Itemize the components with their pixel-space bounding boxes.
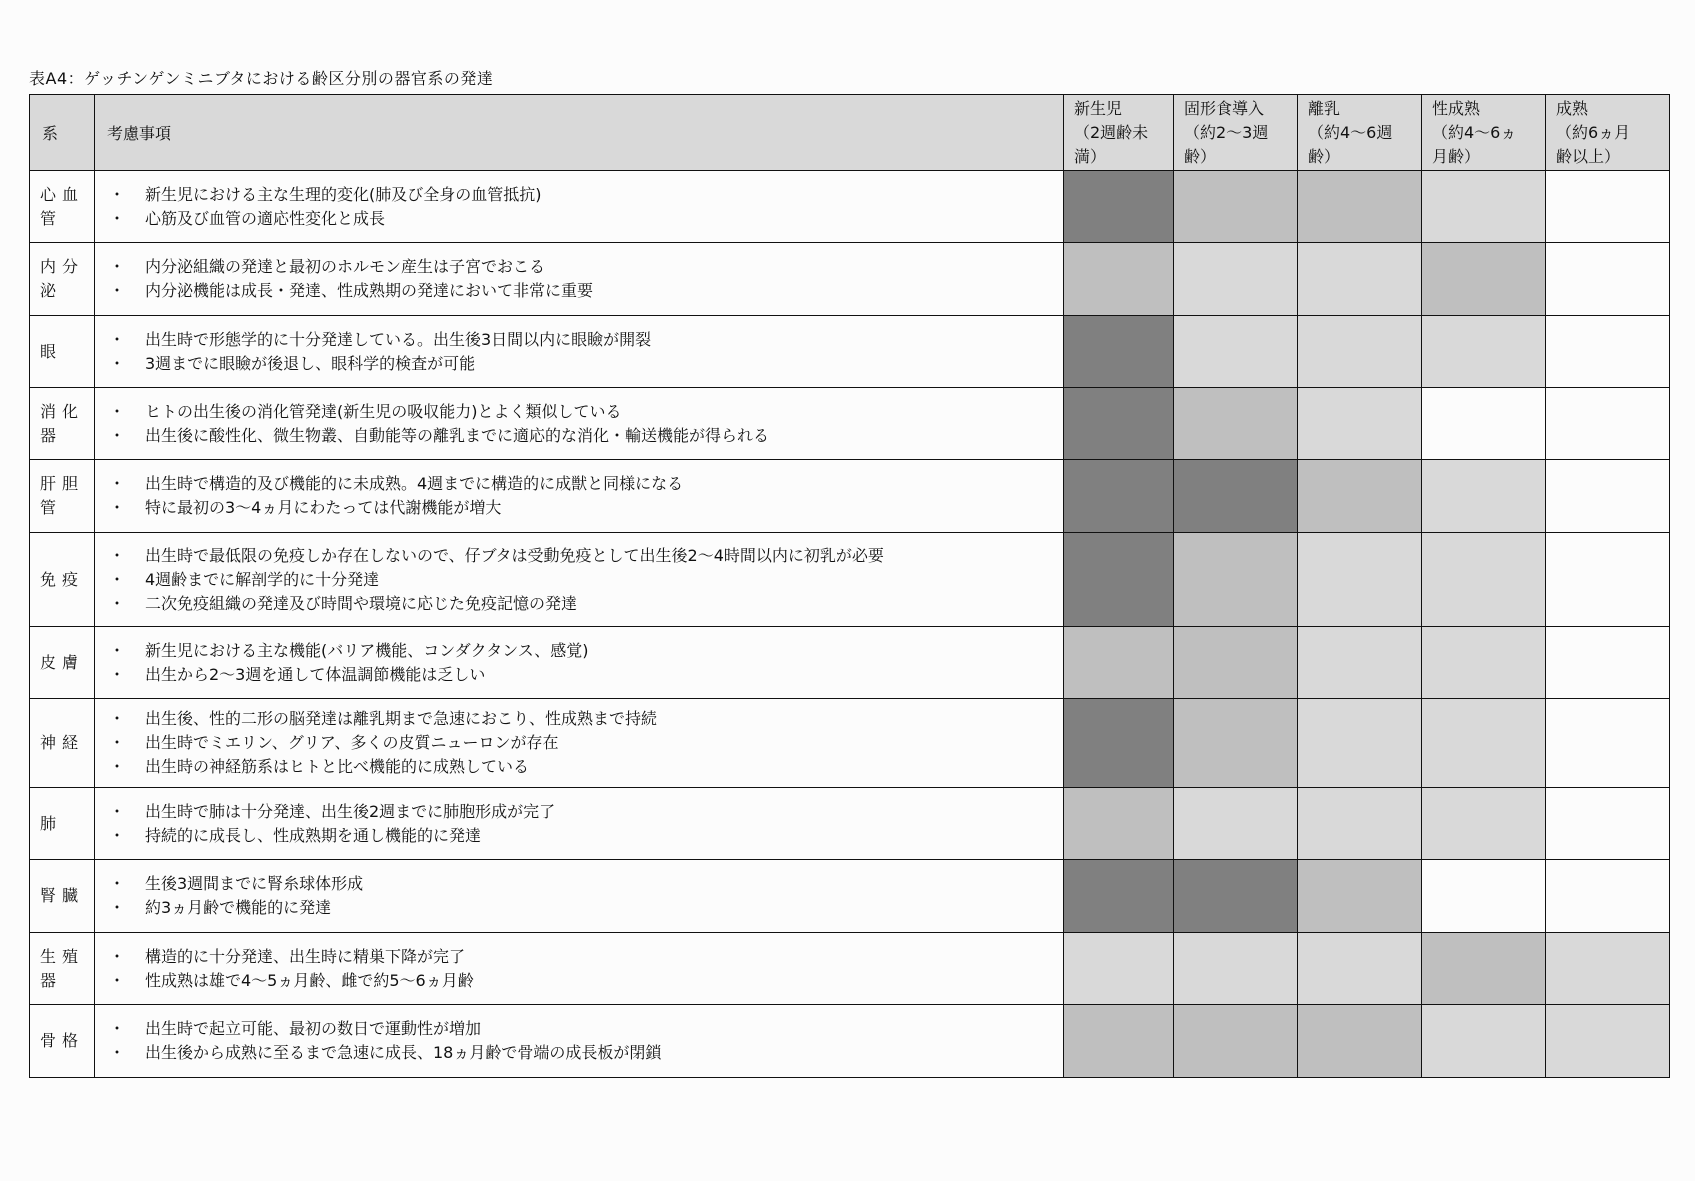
consideration-item <box>109 639 1055 663</box>
header-line: （2週齢未 <box>1074 123 1149 142</box>
bullet-icon: ・ <box>109 1043 126 1062</box>
considerations-cell <box>95 788 1064 860</box>
header-line: 齢以上） <box>1556 147 1621 166</box>
system-cell: 肺 <box>30 788 95 860</box>
header-age-sexual-maturity <box>1422 95 1546 171</box>
consideration-item <box>109 800 1055 824</box>
header-line: 月齢） <box>1432 147 1481 166</box>
table-row <box>30 860 1670 933</box>
development-shade-cell <box>1422 1005 1546 1078</box>
table-body <box>30 171 1670 1078</box>
table-row <box>30 171 1670 243</box>
bullet-icon: ・ <box>109 208 126 228</box>
development-shade-cell <box>1174 933 1298 1005</box>
bullet-icon: ・ <box>109 545 126 565</box>
considerations-cell <box>95 627 1064 699</box>
bullet-icon: ・ <box>109 257 126 276</box>
development-shade-cell <box>1174 788 1298 860</box>
bullet-icon: ・ <box>109 757 126 776</box>
consideration-item <box>109 352 1055 376</box>
system-cell: 肝胆管 <box>30 460 95 533</box>
header-line: （約6ヵ月 <box>1556 123 1631 142</box>
development-shade-cell <box>1422 533 1546 627</box>
bullet-icon: ・ <box>109 1019 126 1038</box>
bullet-icon: ・ <box>109 474 126 493</box>
consideration-item <box>109 945 1055 969</box>
development-shade-cell <box>1546 388 1670 460</box>
consideration-text: 新生児における主な生理的変化(肺及び全身の血管抵抗) <box>145 184 542 204</box>
development-shade-cell <box>1064 699 1174 788</box>
consideration-text: 3週までに眼瞼が後退し、眼科学的検査が可能 <box>145 353 476 373</box>
table-row <box>30 1005 1670 1078</box>
consideration-text: 内分泌組織の発達と最初のホルモン産生は子宮でおこる <box>145 257 546 276</box>
system-cell: 心血管 <box>30 171 95 243</box>
consideration-text: 出生から2～3週を通して体温調節機能は乏しい <box>145 664 486 684</box>
development-shade-cell <box>1422 627 1546 699</box>
table-row <box>30 460 1670 533</box>
development-shade-cell <box>1174 860 1298 933</box>
consideration-item <box>109 472 1055 496</box>
table-row <box>30 533 1670 627</box>
development-shade-cell <box>1298 243 1422 316</box>
header-line: 成熟 <box>1556 99 1589 118</box>
consideration-item <box>109 496 1055 520</box>
bullet-icon: ・ <box>109 329 126 349</box>
development-shade-cell <box>1064 171 1174 243</box>
bullet-icon: ・ <box>109 401 126 421</box>
development-shade-cell <box>1546 933 1670 1005</box>
development-shade-cell <box>1298 860 1422 933</box>
table-row <box>30 243 1670 316</box>
consideration-text: ヒトの出生後の消化管発達(新生児の吸収能力)とよく類似している <box>145 401 622 421</box>
header-line: 新生児 <box>1074 99 1123 118</box>
bullet-icon: ・ <box>109 640 126 660</box>
development-shade-cell <box>1546 533 1670 627</box>
development-shade-cell <box>1422 388 1546 460</box>
development-shade-cell <box>1546 171 1670 243</box>
consideration-item <box>109 1041 1055 1065</box>
consideration-text: 出生時で起立可能、最初の数日で運動性が増加 <box>145 1019 482 1038</box>
consideration-text: 出生後、性的二形の脳発達は離乳期まで急速におこり、性成熟まで持続 <box>145 709 658 728</box>
development-shade-cell <box>1422 171 1546 243</box>
consideration-text: 出生後に酸性化、微生物叢、自動能等の離乳までに適応的な消化・輸送機能が得られる <box>145 425 770 445</box>
development-shade-cell <box>1174 171 1298 243</box>
considerations-cell <box>95 171 1064 243</box>
system-cell: 骨格 <box>30 1005 95 1078</box>
bullet-icon: ・ <box>109 874 126 893</box>
bullet-icon: ・ <box>109 569 126 589</box>
consideration-text: 特に最初の3～4ヵ月にわたっては代謝機能が増大 <box>145 498 502 517</box>
development-shade-cell <box>1546 788 1670 860</box>
considerations-cell <box>95 316 1064 388</box>
consideration-text: 持続的に成長し、性成熟期を通し機能的に発達 <box>145 825 482 845</box>
consideration-item <box>109 183 1055 207</box>
consideration-text: 出生時の神経筋系はヒトと比べ機能的に成熟している <box>145 757 530 776</box>
system-cell: 皮膚 <box>30 627 95 699</box>
consideration-text: 内分泌機能は成長・発達、性成熟期の発達において非常に重要 <box>145 281 594 300</box>
consideration-text: 心筋及び血管の適応性変化と成長 <box>145 208 386 228</box>
header-age-mature <box>1546 95 1670 171</box>
consideration-text: 約3ヵ月齢で機能的に発達 <box>145 898 332 917</box>
development-shade-cell <box>1064 243 1174 316</box>
development-shade-cell <box>1546 860 1670 933</box>
consideration-item <box>109 255 1055 279</box>
header-line: 齢） <box>1184 147 1217 166</box>
consideration-text: 生後3週間までに腎糸球体形成 <box>145 874 364 893</box>
bullet-icon: ・ <box>109 425 126 445</box>
development-shade-cell <box>1546 699 1670 788</box>
consideration-text: 出生時で構造的及び機能的に未成熟。4週までに構造的に成獣と同様になる <box>145 474 684 493</box>
table-row <box>30 933 1670 1005</box>
considerations-cell <box>95 533 1064 627</box>
considerations-cell <box>95 699 1064 788</box>
consideration-text: 4週齢までに解剖学的に十分発達 <box>145 569 380 589</box>
header-row <box>30 95 1670 171</box>
consideration-item <box>109 1017 1055 1041</box>
consideration-text: 性成熟は雄で4～5ヵ月齢、雌で約5～6ヵ月齢 <box>145 970 474 990</box>
bullet-icon: ・ <box>109 898 126 917</box>
system-cell: 内分泌 <box>30 243 95 316</box>
consideration-item <box>109 328 1055 352</box>
development-shade-cell <box>1174 316 1298 388</box>
consideration-text: 新生児における主な機能(バリア機能、コンダクタンス、感覚) <box>145 640 589 660</box>
development-shade-cell <box>1174 243 1298 316</box>
development-shade-cell <box>1546 1005 1670 1078</box>
development-shade-cell <box>1298 316 1422 388</box>
header-age-newborn <box>1064 95 1174 171</box>
development-shade-cell <box>1546 627 1670 699</box>
bullet-icon: ・ <box>109 970 126 990</box>
header-system: 系 <box>30 95 95 171</box>
consideration-item <box>109 424 1055 448</box>
development-shade-cell <box>1422 243 1546 316</box>
development-shade-cell <box>1298 460 1422 533</box>
development-shade-cell <box>1422 860 1546 933</box>
development-shade-cell <box>1174 460 1298 533</box>
header-considerations: 考慮事項 <box>95 95 1064 171</box>
development-shade-cell <box>1064 933 1174 1005</box>
development-shade-cell <box>1298 171 1422 243</box>
consideration-item <box>109 568 1055 592</box>
considerations-cell <box>95 1005 1064 1078</box>
system-cell: 神経 <box>30 699 95 788</box>
consideration-item <box>109 544 1055 568</box>
consideration-item <box>109 755 1055 779</box>
consideration-text: 出生時で最低限の免疫しか存在しないので、仔ブタは受動免疫として出生後2～4時間以内に初乳が必要 <box>145 545 884 565</box>
header-age-weaning <box>1298 95 1422 171</box>
development-shade-cell <box>1298 1005 1422 1078</box>
bullet-icon: ・ <box>109 946 126 966</box>
bullet-icon: ・ <box>109 733 126 752</box>
organ-development-table <box>29 94 1670 1078</box>
development-shade-cell <box>1422 933 1546 1005</box>
system-cell: 消化器 <box>30 388 95 460</box>
development-shade-cell <box>1174 699 1298 788</box>
system-cell: 眼 <box>30 316 95 388</box>
consideration-text: 出生時で形態学的に十分発達している。出生後3日間以内に眼瞼が開裂 <box>145 329 652 349</box>
header-line: 満） <box>1074 147 1107 166</box>
development-shade-cell <box>1298 533 1422 627</box>
consideration-item <box>109 279 1055 303</box>
consideration-text: 構造的に十分発達、出生時に精巣下降が完了 <box>145 946 466 966</box>
development-shade-cell <box>1546 460 1670 533</box>
development-shade-cell <box>1298 788 1422 860</box>
header-line: 齢） <box>1308 147 1341 166</box>
consideration-text: 二次免疫組織の発達及び時間や環境に応じた免疫記憶の発達 <box>145 593 578 613</box>
header-line: （約4～6ヵ <box>1432 123 1517 142</box>
development-shade-cell <box>1422 788 1546 860</box>
development-shade-cell <box>1422 316 1546 388</box>
table-row <box>30 699 1670 788</box>
consideration-item <box>109 707 1055 731</box>
consideration-item <box>109 731 1055 755</box>
header-line: 性成熟 <box>1432 99 1481 118</box>
development-shade-cell <box>1064 1005 1174 1078</box>
development-shade-cell <box>1546 316 1670 388</box>
development-shade-cell <box>1064 788 1174 860</box>
development-shade-cell <box>1174 533 1298 627</box>
consideration-item <box>109 896 1055 920</box>
considerations-cell <box>95 460 1064 533</box>
table-title: 表A4：ゲッチンゲンミニブタにおける齢区分別の器官系の発達 <box>29 69 494 88</box>
consideration-item <box>109 663 1055 687</box>
development-shade-cell <box>1174 1005 1298 1078</box>
consideration-text: 出生時で肺は十分発達、出生後2週までに肺胞形成が完了 <box>145 801 556 821</box>
table-row <box>30 388 1670 460</box>
header-line: （約4～6週 <box>1308 123 1393 142</box>
header-line: （約2～3週 <box>1184 123 1269 142</box>
header-line: 離乳 <box>1308 99 1341 118</box>
consideration-item <box>109 872 1055 896</box>
considerations-cell <box>95 243 1064 316</box>
development-shade-cell <box>1298 627 1422 699</box>
bullet-icon: ・ <box>109 184 126 204</box>
bullet-icon: ・ <box>109 709 126 728</box>
development-shade-cell <box>1064 388 1174 460</box>
bullet-icon: ・ <box>109 801 126 821</box>
system-cell: 腎臓 <box>30 860 95 933</box>
consideration-item <box>109 969 1055 993</box>
bullet-icon: ・ <box>109 664 126 684</box>
development-shade-cell <box>1298 699 1422 788</box>
consideration-item <box>109 400 1055 424</box>
development-shade-cell <box>1298 388 1422 460</box>
considerations-cell <box>95 388 1064 460</box>
development-shade-cell <box>1064 533 1174 627</box>
bullet-icon: ・ <box>109 593 126 613</box>
table-row <box>30 627 1670 699</box>
bullet-icon: ・ <box>109 353 126 373</box>
system-cell: 免疫 <box>30 533 95 627</box>
development-shade-cell <box>1064 316 1174 388</box>
bullet-icon: ・ <box>109 281 126 300</box>
considerations-cell <box>95 860 1064 933</box>
table-row <box>30 788 1670 860</box>
development-shade-cell <box>1422 460 1546 533</box>
development-shade-cell <box>1064 627 1174 699</box>
development-shade-cell <box>1422 699 1546 788</box>
considerations-cell <box>95 933 1064 1005</box>
development-shade-cell <box>1174 388 1298 460</box>
header-line: 固形食導入 <box>1184 99 1265 118</box>
consideration-item <box>109 207 1055 231</box>
bullet-icon: ・ <box>109 825 126 845</box>
development-shade-cell <box>1174 627 1298 699</box>
development-shade-cell <box>1298 933 1422 1005</box>
consideration-item <box>109 824 1055 848</box>
development-shade-cell <box>1064 860 1174 933</box>
consideration-text: 出生後から成熟に至るまで急速に成長、18ヵ月齢で骨端の成長板が閉鎖 <box>145 1043 662 1062</box>
bullet-icon: ・ <box>109 498 126 517</box>
header-age-solid-food <box>1174 95 1298 171</box>
development-shade-cell <box>1064 460 1174 533</box>
table-row <box>30 316 1670 388</box>
development-shade-cell <box>1546 243 1670 316</box>
consideration-item <box>109 592 1055 616</box>
system-cell: 生殖器 <box>30 933 95 1005</box>
consideration-text: 出生時でミエリン、グリア、多くの皮質ニューロンが存在 <box>145 733 559 752</box>
